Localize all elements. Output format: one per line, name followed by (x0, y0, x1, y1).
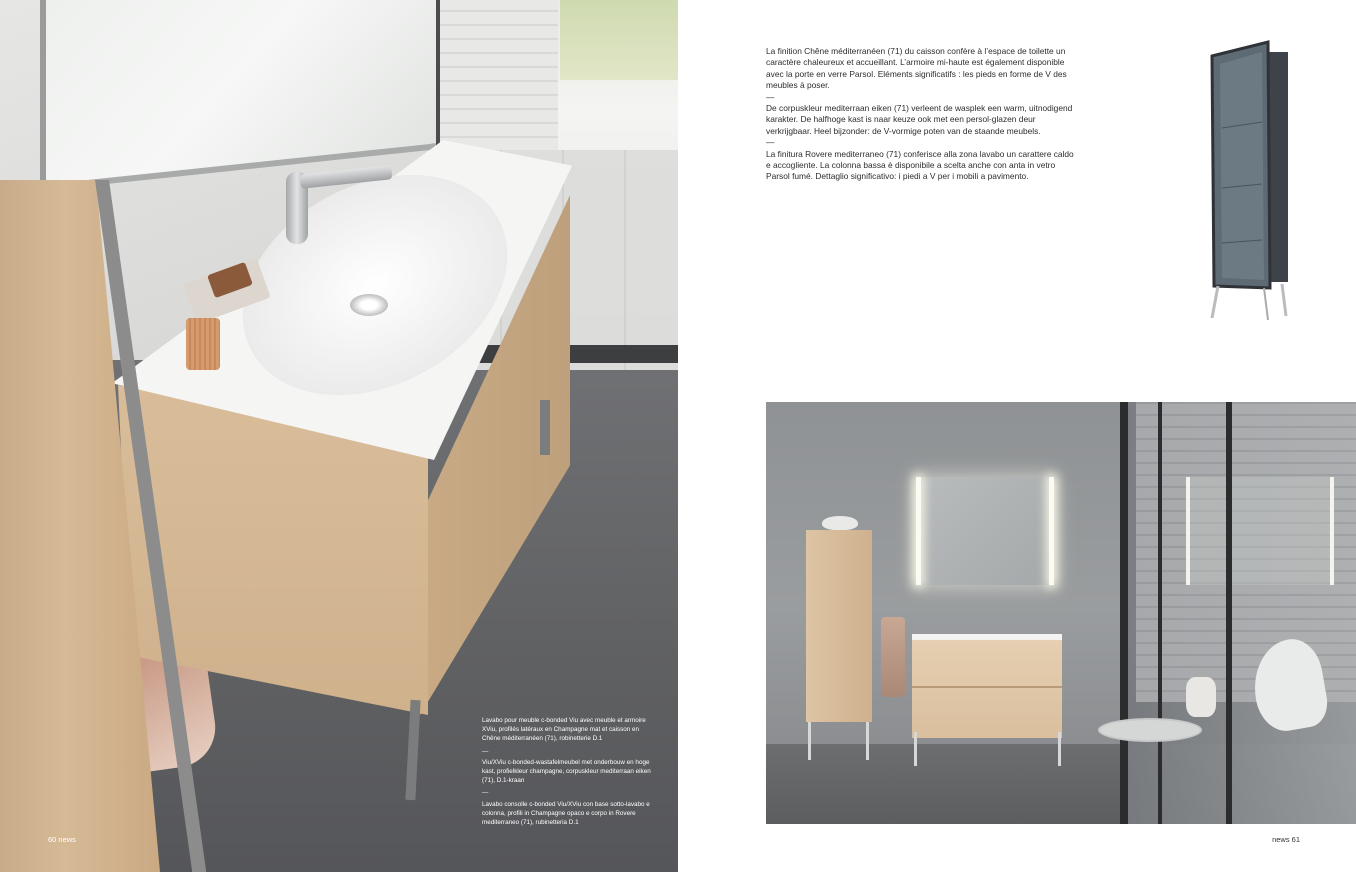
body-separator: — (766, 91, 775, 102)
comb (186, 318, 220, 370)
illuminated-mirror (916, 477, 1054, 585)
cabinet-leg (1282, 284, 1286, 316)
body-text (766, 46, 1076, 183)
cabinet-leg (1212, 286, 1218, 318)
bathroom-room-photo (766, 402, 1356, 824)
column-leg (808, 722, 811, 760)
glass-frame (1226, 402, 1232, 824)
photo-caption (482, 716, 658, 830)
right-page (678, 0, 1356, 872)
vanity-leg (914, 732, 917, 766)
caption-separator: — (482, 789, 489, 797)
cabinet-glass-reflection (1220, 52, 1264, 280)
drain (350, 294, 388, 316)
body-fr: La finition Chêne méditerranéen (71) du caisson confère à l’espace de toilette un caractère chaleureux et accueillant. L’armoire mi-haute est également disponible avec la porte en verre Parsol. Eléments significatifs : les pieds en forme de V des meubles à poser. (766, 46, 1067, 91)
body-nl: De corpuskleur mediterraan eiken (71) verleent de wasplek een warm, uitnodigend karakter. De halfhoge kast is naar keuze ook met een persol-glazen deur verkrijgbaar. Heel bijzonder: de V-vormige poten van de staande meubels. (766, 103, 1073, 136)
hand-towel (881, 617, 905, 697)
mirror-light-strip (916, 477, 921, 585)
body-it: La finitura Rovere mediterraneo (71) conferisce alla zona lavabo un carattere caldo e accogliente. La colonna bassa è disponibile a scelta anche con anta in vetro Parsol fumé. Dettaglio significativo: i piedi a V per i mobili a pavimento. (766, 148, 1074, 182)
mirror-light-strip (1049, 477, 1054, 585)
tall-cabinet-product-image (1198, 38, 1298, 323)
page-number-left: 60 news (48, 835, 76, 844)
vanity-leg (1058, 732, 1061, 766)
garden-view (560, 0, 678, 80)
stool (1186, 677, 1216, 717)
column-cabinet (806, 530, 872, 722)
cabinet-leg (1264, 288, 1268, 320)
body-separator: — (766, 137, 775, 148)
vanity-leg (540, 400, 550, 455)
caption-it: Lavabo consolle c-bonded Viu/XViu con base sotto-lavabo e colonna, profili in Champagne opaco e corpo in Rovere mediterraneo (71), rubinetteria D.1 (482, 800, 650, 827)
caption-separator: — (482, 747, 489, 755)
bowl (822, 516, 858, 530)
glass-frame (1158, 402, 1162, 824)
drawer-line (912, 686, 1062, 688)
column-leg (866, 722, 869, 760)
caption-nl: Viu/XViu c-bonded-wastafelmeubel met onderbouw en hoge kast, profielkleur champagne, corpuskleur mediterraan eiken (71), D.1-kraan (482, 758, 651, 785)
mirror-reflection (1186, 477, 1334, 585)
caption-fr: Lavabo pour meuble c-bonded Viu avec meuble et armoire XViu, profilés latéraux en Champagne mat et caisson en Chêne méditerranéen (71), robinetterie D.1 (482, 717, 646, 743)
brick-wall (440, 0, 558, 150)
page-number-right: news 61 (1272, 835, 1300, 844)
side-table (1098, 718, 1202, 742)
glass-frame (1120, 402, 1128, 824)
